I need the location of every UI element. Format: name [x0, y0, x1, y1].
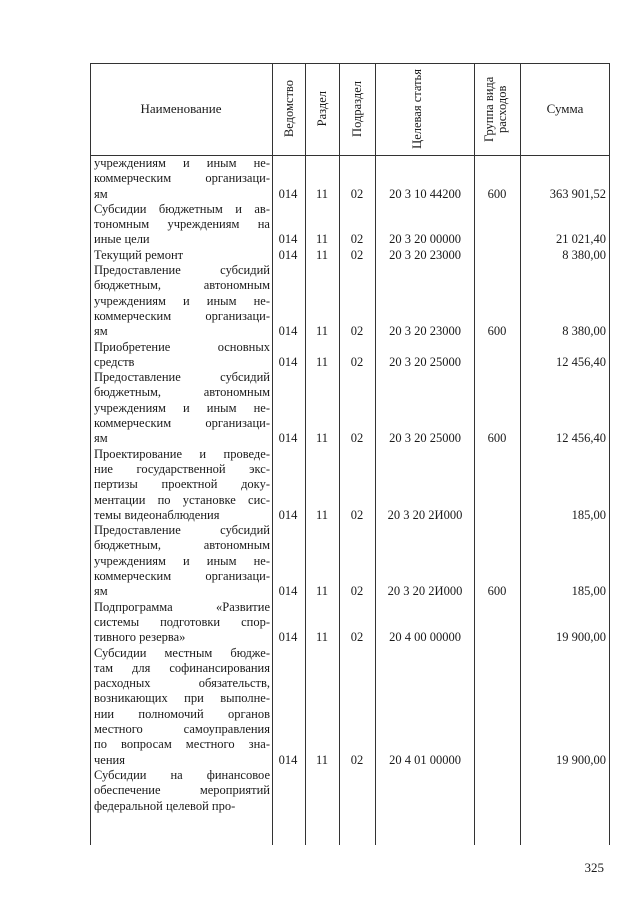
vedomstvo-cell: 014	[278, 507, 298, 522]
row-name-line: ментации по установке сис-	[94, 492, 270, 507]
razdel-cell: 11	[315, 507, 329, 522]
row-name-line: Предоставление субсидий	[94, 523, 270, 538]
razdel-cell: 11	[315, 584, 329, 599]
row-name-line: Проектирование и проведе-	[94, 446, 270, 461]
summa-cell: 185,00	[571, 584, 606, 599]
podrazdel-cell: 02	[350, 507, 364, 522]
vedomstvo-cell: 014	[278, 354, 298, 369]
row-name-line: федеральной целевой про-	[94, 798, 236, 813]
table-row	[90, 340, 610, 371]
table-row	[90, 646, 610, 768]
row-name-line: пертизы проектной доку-	[94, 477, 270, 492]
row-name-line: по вопросам местного зна-	[94, 737, 270, 752]
row-name-line: Приобретение основных	[94, 339, 270, 354]
row-name	[94, 202, 270, 248]
row-name	[94, 340, 270, 371]
row-name-line: Субсидии местным бюдже-	[94, 645, 270, 660]
podrazdel-cell: 02	[350, 232, 364, 247]
razdel-cell: 11	[315, 431, 329, 446]
row-name-line: расходных обязательств,	[94, 676, 270, 691]
summa-cell: 8 380,00	[562, 247, 606, 262]
summa-cell: 19 900,00	[556, 752, 606, 767]
row-name-line: коммерческим организаци-	[94, 416, 270, 431]
table-row	[90, 600, 610, 646]
table-row	[90, 768, 610, 814]
table-row	[90, 370, 610, 447]
row-name	[94, 768, 270, 814]
gruppa-cell: 600	[487, 186, 507, 201]
gruppa-cell: 600	[487, 324, 507, 339]
celevaya-cell: 20 3 20 2И000	[387, 584, 463, 599]
row-name-line: тономным учреждениям на	[94, 217, 270, 232]
razdel-cell: 11	[315, 354, 329, 369]
summa-cell: 363 901,52	[549, 186, 606, 201]
row-name-line: бюджетным, автономным	[94, 538, 270, 553]
celevaya-cell: 20 3 20 23000	[389, 247, 461, 262]
row-name-line: ям	[94, 584, 108, 599]
row-name-line: учреждениям и иным не-	[94, 293, 270, 308]
celevaya-cell: 20 4 01 00000	[389, 752, 461, 767]
vedomstvo-cell: 014	[278, 752, 298, 767]
row-name-line: ние государственной экс-	[94, 461, 270, 476]
row-name-line: коммерческим организаци-	[94, 308, 270, 323]
row-name	[94, 523, 270, 599]
row-name	[94, 248, 270, 263]
vedomstvo-cell: 014	[278, 324, 298, 339]
row-name-line: Субсидии на финансовое	[94, 768, 270, 782]
row-name-line: ям	[94, 186, 108, 201]
row-name-line: Субсидии бюджетным и ав-	[94, 201, 270, 216]
row-name	[94, 370, 270, 446]
header-celevaya	[376, 63, 474, 155]
summa-cell: 21 021,40	[556, 232, 606, 247]
header-gruppa-label: Группа вида расходов	[481, 76, 509, 142]
row-name-line: местного самоуправления	[94, 722, 270, 737]
table-row	[90, 248, 610, 263]
celevaya-cell: 20 3 20 00000	[389, 232, 461, 247]
row-name-line: учреждениям и иным не-	[94, 553, 270, 568]
podrazdel-cell: 02	[350, 431, 364, 446]
header-razdel	[306, 63, 339, 155]
row-name	[94, 646, 270, 768]
podrazdel-cell: 02	[350, 630, 364, 645]
row-name-line: ям	[94, 324, 108, 339]
razdel-cell: 11	[315, 324, 329, 339]
budget-table	[90, 63, 610, 845]
vedomstvo-cell: 014	[278, 584, 298, 599]
summa-cell: 185,00	[571, 507, 606, 522]
summa-cell: 12 456,40	[556, 354, 606, 369]
vedomstvo-cell: 014	[278, 630, 298, 645]
row-name-line: системы подготовки спор-	[94, 614, 270, 629]
header-name	[90, 63, 272, 155]
gruppa-cell: 600	[487, 431, 507, 446]
row-name-line: бюджетным, автономным	[94, 278, 270, 293]
celevaya-cell: 20 4 00 00000	[389, 630, 461, 645]
razdel-cell: 11	[315, 247, 329, 262]
row-name-line: возникающих при выполне-	[94, 691, 270, 706]
page-number: 325	[584, 860, 604, 875]
row-name-line: нии полномочий органов	[94, 706, 270, 721]
podrazdel-cell: 02	[350, 752, 364, 767]
celevaya-cell: 20 3 20 25000	[389, 354, 461, 369]
razdel-cell: 11	[315, 752, 329, 767]
table-row	[90, 156, 610, 202]
vedomstvo-cell: 014	[278, 232, 298, 247]
row-name-line: чения	[94, 752, 125, 767]
row-name-line: учреждениям и иным не-	[94, 400, 270, 415]
podrazdel-cell: 02	[350, 247, 364, 262]
summa-cell: 19 900,00	[556, 630, 606, 645]
row-name-line: коммерческим организаци-	[94, 569, 270, 584]
row-name-line: Предоставление субсидий	[94, 263, 270, 278]
table-row	[90, 202, 610, 248]
table-row	[90, 263, 610, 340]
row-name-line: бюджетным, автономным	[94, 385, 270, 400]
row-name	[94, 263, 270, 339]
header-podrazdel	[340, 63, 375, 155]
row-name	[94, 600, 270, 646]
row-name-line: ям	[94, 431, 108, 446]
podrazdel-cell: 02	[350, 186, 364, 201]
razdel-cell: 11	[315, 232, 329, 247]
row-name-line: Подпрограмма «Развитие	[94, 599, 270, 614]
header-razdel-label: Раздел	[315, 91, 329, 127]
header-summa-label: Сумма	[546, 101, 584, 116]
celevaya-cell: 20 3 20 23000	[389, 324, 461, 339]
vedomstvo-cell: 014	[278, 431, 298, 446]
summa-cell: 12 456,40	[556, 431, 606, 446]
celevaya-cell: 20 3 10 44200	[389, 186, 461, 201]
header-name-label: Наименование	[140, 101, 222, 116]
celevaya-cell: 20 3 20 25000	[389, 431, 461, 446]
header-vedomstvo	[273, 63, 305, 155]
header-gruppa	[475, 63, 520, 155]
header-celevaya-label: Целевая статья	[410, 69, 424, 149]
row-name-line: Предоставление субсидий	[94, 370, 270, 385]
vedomstvo-cell: 014	[278, 247, 298, 262]
podrazdel-cell: 02	[350, 584, 364, 599]
podrazdel-cell: 02	[350, 324, 364, 339]
row-name-line: обеспечение мероприятий	[94, 783, 270, 798]
header-summa	[521, 63, 609, 155]
vedomstvo-cell: 014	[278, 186, 298, 201]
summa-cell: 8 380,00	[562, 324, 606, 339]
table-row	[90, 447, 610, 524]
podrazdel-cell: 02	[350, 354, 364, 369]
row-name-line: учреждениям и иным не-	[94, 156, 270, 170]
row-name-line: тивного резерва»	[94, 630, 186, 645]
row-name-line: там для софинансирования	[94, 660, 270, 675]
row-name-line: темы видеонаблюдения	[94, 507, 220, 522]
row-name-line: коммерческим организаци-	[94, 171, 270, 186]
row-name	[94, 447, 270, 523]
celevaya-cell: 20 3 20 2И000	[387, 507, 463, 522]
header-podrazdel-label: Подраздел	[350, 81, 364, 137]
row-name-line: средств	[94, 354, 135, 369]
row-name	[94, 156, 270, 202]
razdel-cell: 11	[315, 630, 329, 645]
header-vedomstvo-label: Ведомство	[281, 80, 296, 138]
table-row	[90, 523, 610, 600]
row-name-line: Текущий ремонт	[94, 247, 184, 262]
row-name-line: иные цели	[94, 232, 150, 247]
razdel-cell: 11	[315, 186, 329, 201]
gruppa-cell: 600	[487, 584, 507, 599]
